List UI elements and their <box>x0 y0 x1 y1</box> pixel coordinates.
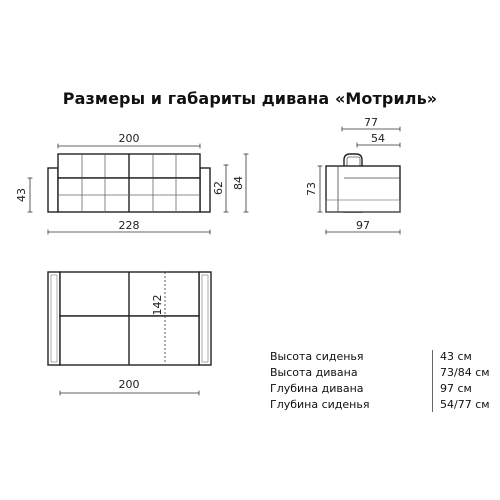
side-seat-depth-label: 54 <box>371 132 385 145</box>
spec-value: 73/84 см <box>440 366 490 379</box>
spec-row <box>270 366 500 382</box>
top-right-armrest <box>199 272 211 365</box>
front-inner-width-label: 200 <box>118 132 140 145</box>
top-left-armrest <box>48 272 60 365</box>
side-top-depth-label: 77 <box>364 116 378 129</box>
spec-label: Глубина сиденья <box>270 398 370 411</box>
spec-label: Высота дивана <box>270 366 358 379</box>
front-back-height-label: 62 <box>212 181 225 195</box>
front-right-armrest <box>200 168 210 212</box>
top-bed-length-label: 142 <box>151 294 164 316</box>
side-view <box>305 116 400 232</box>
spec-row <box>270 382 500 398</box>
spec-value: 97 см <box>440 382 472 395</box>
side-body <box>326 166 400 212</box>
spec-row <box>270 350 500 366</box>
top-bed-width-label: 200 <box>118 378 140 391</box>
spec-label: Глубина дивана <box>270 382 364 395</box>
front-total-height-label: 84 <box>232 176 245 190</box>
spec-value: 43 см <box>440 350 472 363</box>
spec-label: Высота сиденья <box>270 350 364 363</box>
side-total-depth-label: 97 <box>356 219 370 232</box>
spec-row <box>270 398 500 414</box>
front-view <box>15 132 246 232</box>
spec-value: 54/77 см <box>440 398 490 411</box>
page-title: Размеры и габариты дивана «Мотриль» <box>62 89 438 108</box>
front-total-width-label: 228 <box>118 219 140 232</box>
front-seat-height-label: 43 <box>15 188 28 202</box>
front-left-armrest <box>48 168 58 212</box>
specs-table <box>270 350 500 414</box>
top-view <box>48 272 211 393</box>
side-height-label: 73 <box>305 182 318 196</box>
